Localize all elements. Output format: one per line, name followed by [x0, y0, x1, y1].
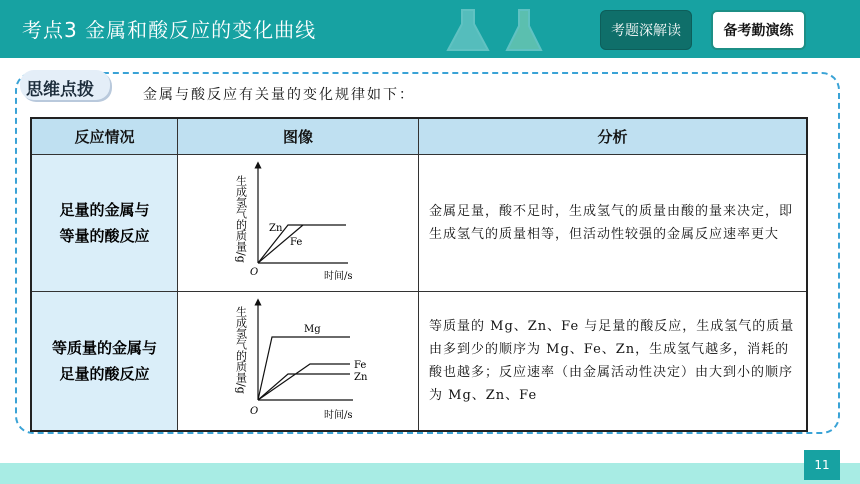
page-title: 考点3 金属和酸反应的变化曲线 — [22, 18, 317, 42]
hydrogen-time-graph — [178, 292, 418, 426]
header-bar — [0, 0, 860, 58]
flask-decoration-icon — [438, 6, 498, 56]
case-line: 等量的酸反应 — [59, 227, 150, 245]
rules-table — [30, 117, 808, 432]
y-axis-label: 生成氢气的质量/g — [234, 306, 248, 394]
section-tag — [20, 70, 110, 100]
case-cell — [31, 155, 178, 292]
table-row — [31, 292, 807, 432]
x-axis-label: 时间/s — [324, 271, 353, 282]
column-header: 反应情况 — [31, 118, 178, 155]
table-row — [31, 155, 807, 292]
y-axis-label: 生成氢气的质量/g — [234, 175, 248, 263]
case-cell — [31, 292, 178, 432]
intro-text: 金属与酸反应有关量的变化规律如下： — [143, 87, 415, 103]
graph-cell — [178, 155, 419, 292]
section-tag-label: 思维点拨 — [26, 80, 94, 100]
hydrogen-time-graph — [178, 155, 418, 287]
curve-zn — [258, 374, 350, 400]
column-header: 分析 — [419, 118, 808, 155]
graph-cell — [178, 292, 419, 432]
exam-analysis-button[interactable]: 考题深解读 — [600, 10, 692, 50]
curve-label: Fe — [354, 360, 367, 371]
case-line: 等质量的金属与 — [51, 339, 157, 357]
curve-label: Zn — [269, 223, 283, 234]
curve-label: Mg — [304, 324, 321, 335]
table-header-row — [31, 118, 807, 155]
footer-bar — [0, 463, 860, 484]
x-axis-label: 时间/s — [324, 410, 353, 421]
analysis-cell: 等质量的 Mg、Zn、Fe 与足量的酸反应，生成氢气的质量由多到少的顺序为 Mg、Fe、Zn，生成氢气越多，消耗的酸也越多；反应速率（由金属活动性决定）由大到小的顺序为 Mg、Zn、Fe — [419, 292, 808, 432]
case-line: 足量的金属与 — [59, 201, 150, 219]
origin-label: O — [250, 267, 259, 278]
curve-label: Zn — [354, 372, 368, 383]
curve-fe — [258, 364, 350, 400]
practice-button[interactable]: 备考勤演练 — [711, 10, 806, 50]
column-header: 图像 — [178, 118, 419, 155]
flask-decoration-icon — [500, 6, 550, 56]
case-line: 足量的酸反应 — [59, 365, 150, 383]
curve-label: Fe — [290, 237, 303, 248]
analysis-cell: 金属足量，酸不足时，生成氢气的质量由酸的量来决定，即生成氢气的质量相等，但活动性较强的金属反应速率更大 — [419, 155, 808, 292]
origin-label: O — [250, 406, 259, 417]
page-number: 11 — [804, 450, 840, 480]
